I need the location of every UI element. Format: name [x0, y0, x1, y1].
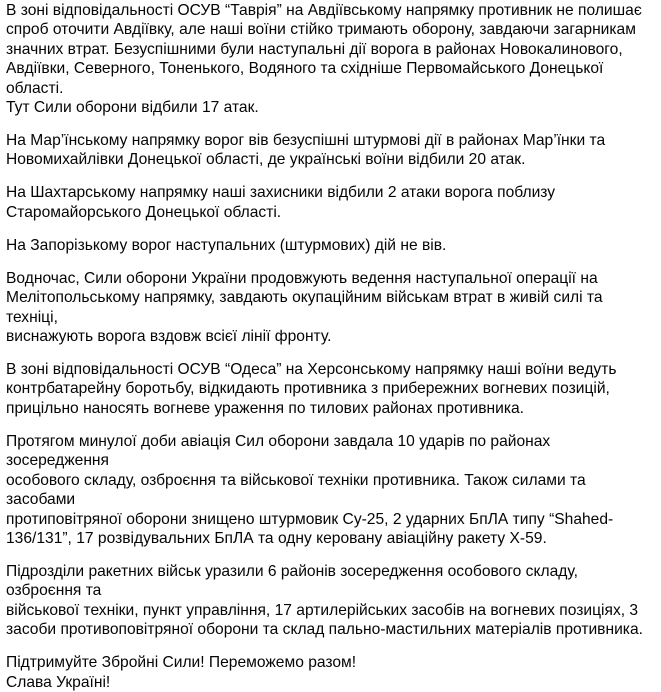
paragraph-closing: Підтримуйте Збройні Сили! Переможемо разом! Слава Україні!	[6, 654, 357, 691]
paragraph-aviation: Протягом минулої доби авіація Сил оборони завдала 10 ударів по районах зосередження особового складу, озброєння та військової техніки противника. Також силами та засобами протиповітряної оборони знищено штурмовик Су-25, 2 ударних БпЛА типу “Shahed- 136/131”, 17 розвідувальних БпЛА та одну керовану авіаційну ракету Х-59.	[6, 432, 614, 547]
paragraph-avdiivka: В зоні відповідальності ОСУВ “Таврія” на Авдіївському напрямку противник не полишає спроб оточити Авдіївку, але наші воїни стійко тримають оборону, завдаючи загарникам значних втрат. Безуспішними були наступальні дії ворога в районах Новокалинового, Авдіївки, Северного, Тоненького, Водяного та східніше Первомайського Донецької області. Тут Сили оборони відбили 17 атак.	[6, 2, 642, 117]
paragraph-marinka: На Мар’їнському напрямку ворог вів безуспішні штурмові дії в районах Мар’їнки та Новомихайлівки Донецької області, де українські воїни відбили 20 атак.	[6, 132, 606, 169]
paragraph-missile-troops: Підрозділи ракетних військ уразили 6 районів зосередження особового складу, озброєння та військової техніки, пункт управління, 17 артилерійських засобів на вогневих позиціях, 3 засоби противоповітряної оборони та склад пально-мастильних матеріалів противника.	[6, 562, 643, 639]
paragraph-zaporizhzhia: На Запорізькому ворог наступальних (штурмових) дій не вів.	[6, 236, 447, 254]
paragraph-melitopol: Водночас, Сили оборони України продовжують ведення наступальної операції на Мелітопольському напрямку, завдають окупаційним військам втрат в живій силі та техніці, виснажують ворога вздовж всієї лінії фронту.	[6, 269, 603, 346]
paragraph-kherson: В зоні відповідальності ОСУВ “Одеса” на Херсонському напрямку наші воїни ведуть контрбатарейну боротьбу, відкидають противника з прибережних вогневих позицій, прицільно наносять вогневе ураження по тилових районах противника.	[6, 361, 617, 417]
paragraph-shakhtarsk: На Шахтарському напрямку наші захисники відбили 2 атаки ворога поблизу Старомайорського Донецької області.	[6, 184, 556, 221]
